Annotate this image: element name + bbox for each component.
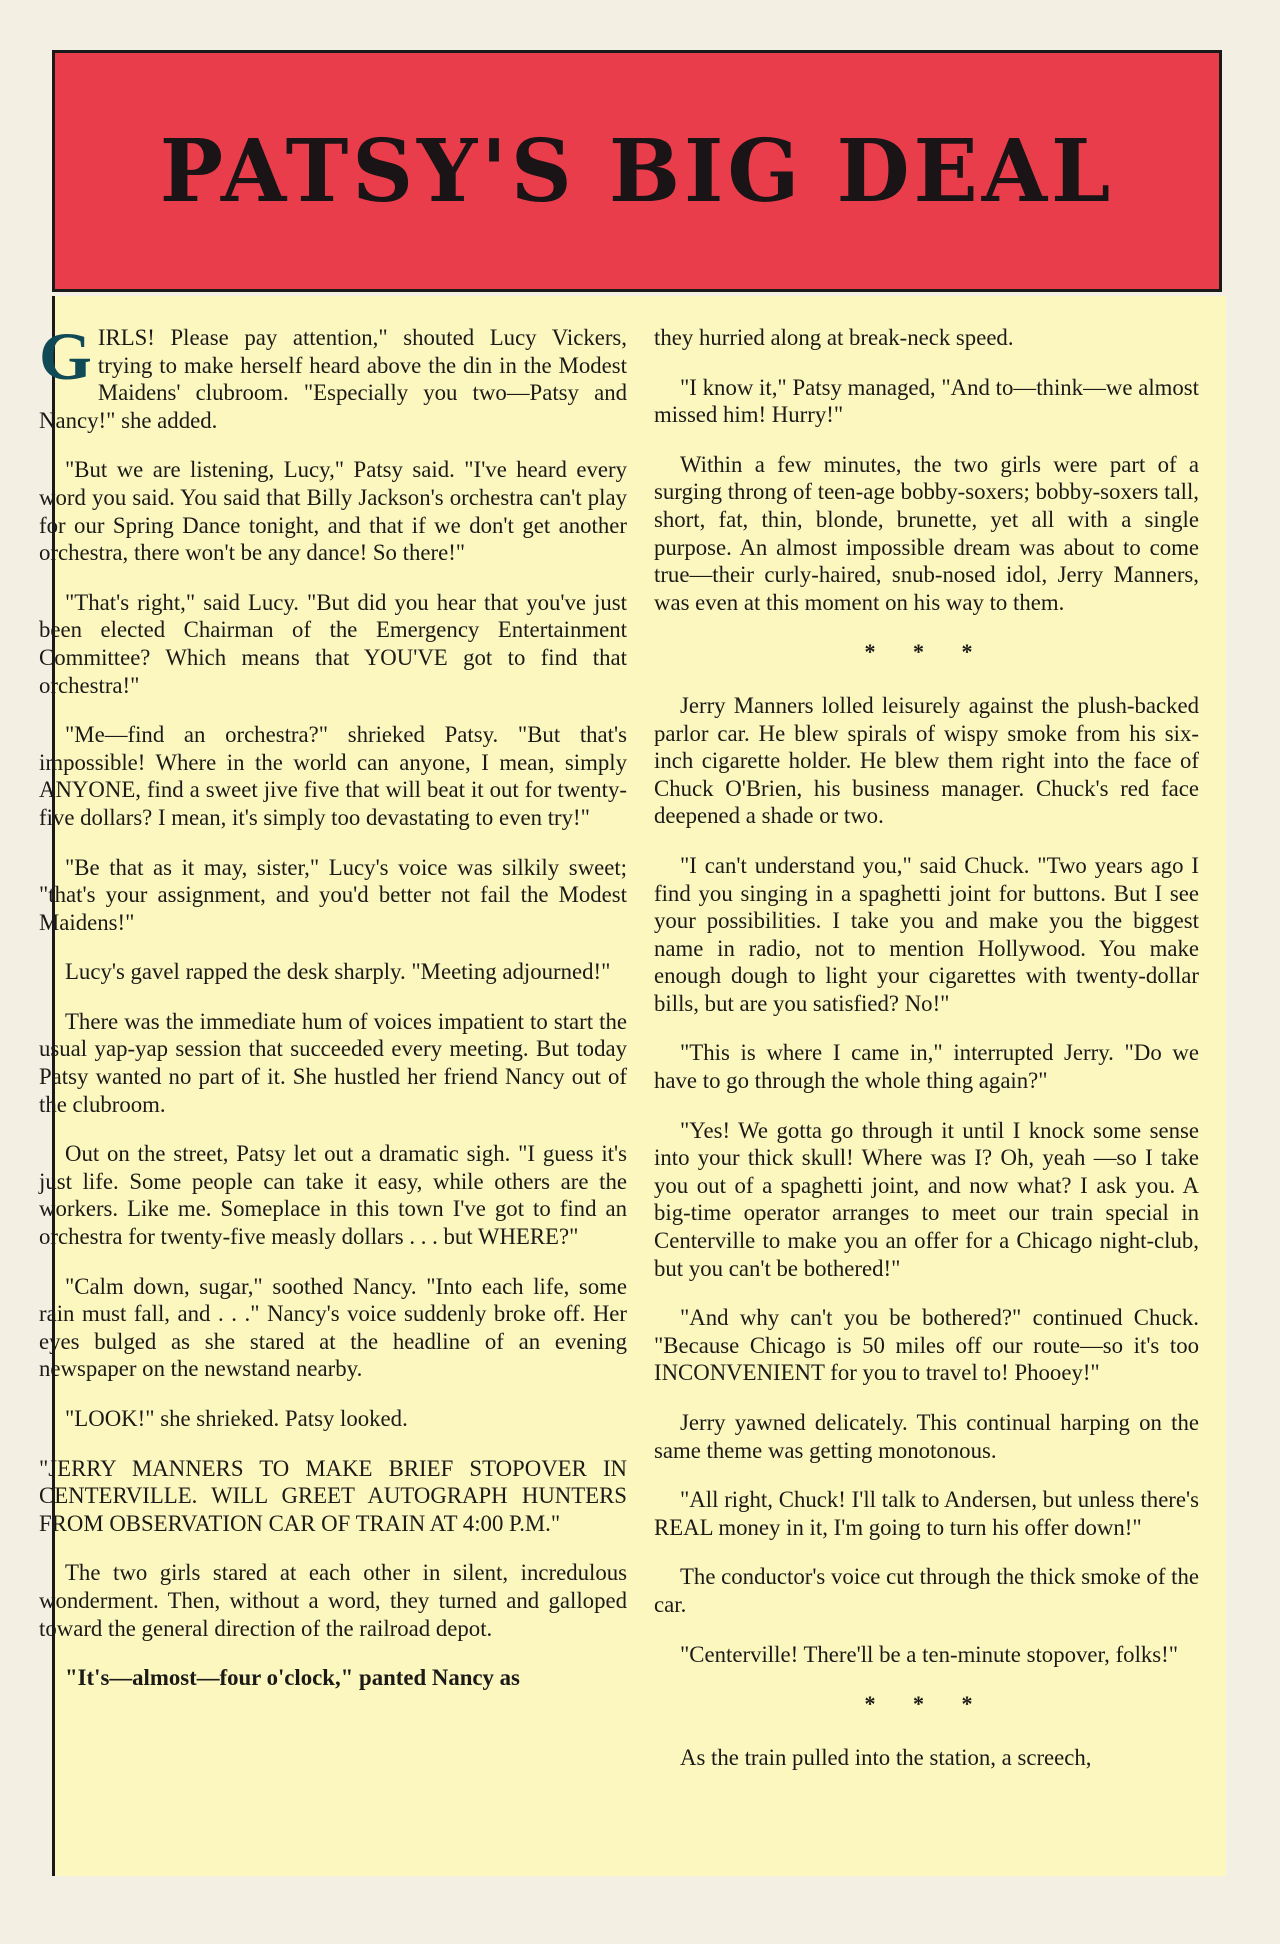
title-banner	[52, 50, 1222, 292]
paragraph: Out on the street, Patsy let out a dramatic sigh. "I guess it's just life. Some people can take it easy, while others are the workers. Like me. Someplace in this town I've got to find an orchestra for twenty-five measly dollars . . . but WHERE?"	[39, 1141, 627, 1250]
paragraph: "All right, Chuck! I'll talk to Andersen, but unless there's REAL money in it, I'm going to turn his offer down!"	[654, 1487, 1199, 1540]
left-column	[39, 318, 627, 1714]
section-separator: * * *	[864, 1691, 989, 1717]
paragraph: they hurried along at break-neck speed.	[654, 325, 1014, 350]
section-separator: * * *	[864, 639, 989, 665]
paragraph: The two girls stared at each other in silent, incredulous wonderment. Then, without a word, they turned and galloped toward the general direction of the railroad depot.	[39, 1560, 627, 1641]
paragraph: "That's right," said Lucy. "But did you hear that you've just been elected Chairman of the Emergency Entertainment Committee? Which means that YOU'VE got to find that orchestra!"	[39, 589, 627, 698]
paragraph: Lucy's gavel rapped the desk sharply. "Meeting adjourned!"	[65, 959, 611, 985]
paragraph: "Calm down, sugar," soothed Nancy. "Into each life, some rain must fall, and . . ." Nancy's voice suddenly broke off. Her eyes bulged as she stared at the headline of an evening newspaper on the newstand nearby.	[39, 1273, 627, 1382]
paragraph: Jerry yawned delicately. This continual harping on the same theme was getting monotonous.	[654, 1410, 1199, 1463]
paragraph: "LOOK!" she shrieked. Patsy looked.	[65, 1406, 408, 1431]
paragraph: "Be that as it may, sister," Lucy's voice was silkily sweet; "that's your assignment, and you'd better not fail the Modest Maidens!"	[39, 854, 627, 935]
paragraph: GIRLS! Please pay attention," shouted Lucy Vickers, trying to make herself heard above the din in the Modest Maidens' clubroom. "Especially you two—Patsy and Nancy!" she added.	[39, 318, 627, 433]
story-text-panel	[39, 296, 1226, 1876]
drop-cap: G	[39, 318, 92, 394]
right-column	[654, 324, 1199, 1793]
paragraph: "It's—almost—four o'clock," panted Nancy as	[65, 1665, 520, 1691]
paragraph: "And why can't you be bothered?" continued Chuck. "Because Chicago is 50 miles off our route—so it's too INCONVENIENT for you to travel to! Phooey!"	[654, 1305, 1199, 1386]
paragraph: Within a few minutes, the two girls were part of a surging throng of teen-age bobby-soxers; bobby-soxers tall, short, fat, thin, blonde, brunette, yet all with a single purpose. An almost impossible dream was about to come true—their curly-haired, snub-nosed idol, Jerry Manners, was even at this moment on his way to them.	[654, 451, 1199, 615]
paragraph: "I know it," Patsy managed, "And to—think—we almost missed him! Hurry!"	[654, 374, 1199, 428]
newspaper-headline: "JERRY MANNERS TO MAKE BRIEF STOPOVER IN CENTERVILLE. WILL GREET AUTOGRAPH HUNTERS FROM OBSERVATION CAR OF TRAIN AT 4:00 P.M."	[39, 1455, 627, 1536]
paragraph: "Me—find an orchestra?" shrieked Patsy. "But that's impossible! Where in the world can anyone, I mean, simply ANYONE, find a sweet jive five that will beat it out for twenty-five dollars? I mean, it's simply too devastating to even try!"	[39, 722, 627, 830]
story-title: PATSY'S BIG DEAL	[159, 120, 1115, 222]
paragraph: "I can't understand you," said Chuck. "Two years ago I find you singing in a spaghetti joint for buttons. But I see your possibilities. I take you and make you the biggest name in radio, not to mention Hollywood. You make enough dough to light your cigarettes with twenty-dollar bills, but are you satisfied? No!"	[654, 852, 1199, 1016]
paragraph: Jerry Manners lolled leisurely against the plush-backed parlor car. He blew spirals of wispy smoke from his six-inch cigarette holder. He blew them right into the face of Chuck O'Brien, his business manager. Chuck's red face deepened a shade or two.	[654, 692, 1199, 829]
paragraph: The conductor's voice cut through the thick smoke of the car.	[654, 1564, 1199, 1617]
paragraph: "Yes! We gotta go through it until I knock some sense into your thick skull! Where was I? Oh, yeah —so I take you out of a spaghetti joint, and now what? I ask you. A big-time operator arranges to meet our train special in Centerville to make you an offer for a Chicago night-club, but you can't be bothered!"	[654, 1117, 1199, 1281]
paragraph: There was the immediate hum of voices impatient to start the usual yap-yap session that succeeded every meeting. But today Patsy wanted no part of it. She hustled her friend Nancy out of the clubroom.	[39, 1008, 627, 1117]
paragraph: "Centerville! There'll be a ten-minute stopover, folks!"	[680, 1641, 1179, 1667]
paragraph: As the train pulled into the station, a screech,	[680, 1744, 1092, 1770]
paragraph: "But we are listening, Lucy," Patsy said. "I've heard every word you said. You said that Billy Jackson's orchestra can't play for our Spring Dance tonight, and that if we don't get another orchestra, there won't be any dance! So there!"	[39, 457, 627, 566]
paragraph: "This is where I came in," interrupted Jerry. "Do we have to go through the whole thing again?"	[654, 1040, 1199, 1094]
